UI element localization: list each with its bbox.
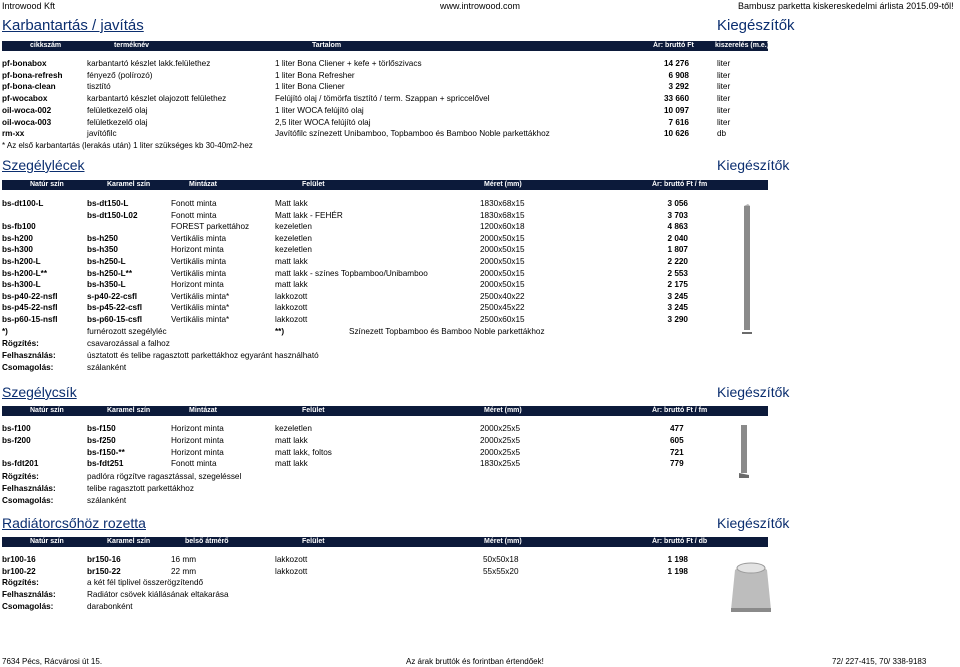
- table-row: [0, 257, 960, 268]
- info-label: Rögzítés:: [2, 472, 39, 481]
- table-cell: 2000x25x5: [480, 424, 521, 433]
- col-header: Natúr szín: [30, 407, 64, 414]
- footnote-dstar-text: Színezett Topbamboo és Bamboo Noble parkettákhoz: [349, 327, 545, 336]
- info-row: [0, 472, 960, 483]
- table-header-karbantartas: [2, 41, 768, 51]
- info-label: Felhasználás:: [2, 351, 56, 360]
- table-cell: bs-p60-15-csfl: [87, 315, 143, 324]
- info-row: [0, 351, 960, 362]
- col-header: Ár: bruttó Ft / fm: [652, 181, 708, 188]
- table-cell: bs-dt150-L: [87, 199, 129, 208]
- table-cell: liter: [717, 94, 731, 104]
- table-cell: br150-22: [87, 567, 121, 576]
- info-label: Csomagolás:: [2, 363, 54, 372]
- table-cell: 3 245: [667, 303, 688, 313]
- table-cell: tisztító: [87, 82, 111, 92]
- table-cell: 1 liter WOCA felújító olaj: [275, 105, 364, 115]
- table-cell: 16 mm: [171, 555, 197, 564]
- col-header: Mintázat: [189, 407, 217, 414]
- col-header: Felület: [302, 181, 325, 188]
- col-header: Karamel szín: [107, 538, 151, 545]
- info-label: Felhasználás:: [2, 484, 56, 493]
- table-cell: br150-16: [87, 555, 121, 564]
- table-row: [0, 234, 960, 245]
- info-value: darabonként: [87, 602, 133, 611]
- info-value: a két fél tiplivel összerögzítendő: [87, 578, 204, 587]
- pricelist-title: Bambusz parketta kiskereskedelmi árlista 2015.09-től!: [738, 1, 954, 11]
- footer-phone: 72/ 227-415, 70/ 338-9183: [832, 657, 927, 666]
- table-cell: bs-fdt251: [87, 459, 124, 469]
- table-cell: bs-h200: [2, 233, 33, 243]
- table-cell: 1 198: [667, 567, 688, 576]
- footnote-row: [0, 327, 960, 338]
- table-cell: 1 liter Bona Refresher: [275, 70, 355, 80]
- table-cell: 55x55x20: [483, 567, 519, 576]
- table-cell: lakkozott: [275, 315, 308, 324]
- kiegeszitok-label: Kiegészítők: [717, 157, 790, 173]
- table-cell: 2000x50x15: [480, 233, 525, 243]
- table-cell: bs-p40-22-nsfl: [2, 291, 58, 301]
- table-cell: Javítófilc színezett Unibamboo, Topbamboo és Bamboo Noble parkettákhoz: [275, 129, 550, 139]
- table-cell: pf-wocabox: [2, 94, 48, 104]
- info-label: Felhasználás:: [2, 590, 56, 599]
- table-cell: bs-h250: [87, 233, 118, 243]
- table-cell: 3 292: [668, 82, 689, 92]
- table-cell: 2000x50x15: [480, 257, 525, 266]
- col-header: Ár: bruttó Ft: [653, 42, 694, 49]
- col-header: Méret (mm): [484, 538, 522, 545]
- table-cell: 2,5 liter WOCA felújító olaj: [275, 117, 371, 127]
- table-cell: bs-f100: [2, 424, 31, 433]
- table-cell: pf-bonabox: [2, 59, 47, 68]
- col-header: kiszerelés (m.e.): [715, 42, 770, 49]
- info-value: telibe ragasztott parkettákhoz: [87, 484, 194, 493]
- strip-profile-foot-icon: [739, 473, 749, 478]
- table-cell: felületkezelő olaj: [87, 117, 148, 127]
- table-cell: Horizont minta: [171, 447, 224, 457]
- table-cell: felületkezelő olaj: [87, 105, 148, 115]
- table-row: [0, 222, 960, 233]
- rosette-hole-icon: [737, 563, 765, 573]
- table-cell: fényező (polírozó): [87, 70, 153, 80]
- table-cell: Matt lakk: [275, 199, 308, 208]
- info-label: Csomagolás:: [2, 496, 54, 505]
- table-cell: 3 245: [667, 291, 688, 301]
- table-cell: lakkozott: [275, 555, 308, 564]
- info-row: [0, 496, 960, 507]
- kiegeszitok-label: Kiegészítők: [717, 384, 790, 400]
- info-label: Rögzítés:: [2, 578, 39, 587]
- table-header-szegelycsik: [2, 406, 768, 416]
- table-cell: lakkozott: [275, 303, 308, 313]
- table-row: [0, 280, 960, 291]
- kiegeszitok-label: Kiegészítők: [717, 17, 795, 34]
- table-cell: pf-bona-clean: [2, 82, 56, 92]
- table-cell: Fonott minta: [171, 459, 217, 469]
- table-cell: db: [717, 129, 727, 139]
- table-cell: bs-f150: [87, 424, 116, 433]
- section-title-karbantartas: Karbantartás / javítás: [2, 17, 144, 34]
- table-row: [0, 555, 960, 566]
- info-value: padlóra rögzítve ragasztással, szegeléssel: [87, 472, 242, 481]
- table-cell: liter: [717, 82, 731, 92]
- table-cell: bs-fdt201: [2, 459, 39, 469]
- table-cell: bs-h300: [2, 245, 33, 255]
- table-row: [0, 199, 960, 210]
- table-row: [0, 129, 960, 140]
- table-cell: rm-xx: [2, 129, 25, 139]
- table-cell: bs-dt150-L02: [87, 210, 138, 220]
- table-row: [0, 118, 960, 129]
- table-cell: matt lakk: [275, 459, 308, 469]
- table-cell: 2000x50x15: [480, 268, 525, 278]
- table-cell: matt lakk - színes Topbamboo/Unibamboo: [275, 268, 428, 278]
- table-cell: pf-bona-refresh: [2, 70, 63, 80]
- table-header-rozetta: [2, 537, 768, 547]
- col-header: Karamel szín: [107, 181, 151, 188]
- table-cell: bs-h250-L: [87, 257, 126, 266]
- table-cell: Fonott minta: [171, 210, 217, 220]
- table-cell: 6 908: [668, 70, 689, 80]
- col-header: Mintázat: [189, 181, 217, 188]
- table-cell: liter: [717, 70, 731, 80]
- table-cell: kezeletlen: [275, 233, 312, 243]
- table-cell: bs-h300-L: [2, 280, 41, 290]
- table-cell: Fonott minta: [171, 199, 217, 208]
- table-cell: br100-22: [2, 567, 36, 576]
- table-row: [0, 315, 960, 326]
- table-row: [0, 269, 960, 280]
- col-header: Karamel szín: [107, 407, 151, 414]
- table-cell: kezeletlen: [275, 424, 312, 433]
- section-title-szegelylecek: Szegélylécek: [2, 157, 85, 173]
- info-value: Radiátor csövek kiállásának eltakarása: [87, 590, 229, 599]
- table-cell: 14 276: [663, 59, 689, 68]
- rosette-image: [721, 548, 781, 618]
- col-header: Méret (mm): [484, 181, 522, 188]
- col-header: Ár: bruttó Ft / db: [652, 538, 708, 545]
- table-row: [0, 303, 960, 314]
- table-cell: s-p40-22-csfl: [87, 291, 138, 301]
- table-cell: matt lakk: [275, 280, 308, 290]
- table-cell: 22 mm: [171, 567, 197, 576]
- table-cell: Felújító olaj / tömörfa tisztító / term. Szappan + spriccelővel: [275, 94, 490, 104]
- website[interactable]: www.introwood.com: [440, 1, 521, 11]
- table-row: [0, 292, 960, 303]
- info-row: [0, 602, 960, 613]
- table-row: [0, 436, 960, 447]
- table-cell: bs-f200: [2, 435, 31, 445]
- table-cell: bs-f150-**: [87, 447, 125, 457]
- col-header: belső átmérő: [185, 538, 229, 545]
- strip-profile-image: [735, 423, 765, 483]
- table-cell: 2 040: [667, 233, 688, 243]
- table-cell: liter: [717, 59, 731, 68]
- table-cell: liter: [717, 105, 731, 115]
- table-cell: kezeletlen: [275, 222, 312, 232]
- table-row: [0, 424, 960, 435]
- col-header: Tartalom: [312, 42, 342, 49]
- table-cell: 1830x68x15: [480, 199, 525, 208]
- table-cell: Horizont minta: [171, 435, 224, 445]
- rosette-base-icon: [731, 608, 771, 612]
- col-header: Natúr szín: [30, 181, 64, 188]
- table-cell: 2000x50x15: [480, 280, 525, 290]
- info-value: szálanként: [87, 496, 127, 505]
- table-cell: bs-h250-L**: [87, 268, 133, 278]
- footer-address: 7634 Pécs, Rácvárosi út 15.: [2, 657, 103, 666]
- table-cell: 477: [670, 424, 684, 433]
- table-cell: Vertikális minta*: [171, 291, 230, 301]
- table-cell: 2500x40x22: [480, 291, 525, 301]
- table-cell: oil-woca-002: [2, 105, 52, 115]
- table-cell: 10 626: [663, 129, 689, 139]
- table-cell: 605: [670, 435, 684, 445]
- table-cell: Vertikális minta: [171, 233, 227, 243]
- col-header: Natúr szín: [30, 538, 64, 545]
- table-cell: bs-h350-L: [87, 280, 126, 290]
- table-cell: Matt lakk - FEHÉR: [275, 210, 343, 220]
- table-cell: Vertikális minta: [171, 257, 227, 266]
- table-row: [0, 245, 960, 256]
- table-cell: Horizont minta: [171, 245, 224, 255]
- table-cell: 2000x50x15: [480, 245, 525, 255]
- table-cell: lakkozott: [275, 291, 308, 301]
- info-value: csavarozással a falhoz: [87, 339, 170, 348]
- info-row: [0, 339, 960, 350]
- table-cell: FOREST parkettához: [171, 222, 250, 232]
- table-cell: 7 616: [668, 117, 689, 127]
- info-label: Csomagolás:: [2, 602, 54, 611]
- table-cell: 2 175: [667, 280, 688, 290]
- table-cell: bs-fb100: [2, 222, 36, 232]
- footer-price-note: Az árak bruttók és forintban értendőek!: [406, 657, 544, 666]
- table-row: [0, 459, 960, 470]
- strip-profile-icon: [741, 425, 747, 473]
- table-cell: Vertikális minta*: [171, 303, 230, 313]
- table-cell: 33 660: [663, 94, 689, 104]
- info-row: [0, 484, 960, 495]
- table-cell: javítófilc: [87, 129, 117, 139]
- col-header: cikkszám: [30, 42, 62, 49]
- table-cell: 779: [670, 459, 684, 469]
- table-cell: matt lakk: [275, 435, 308, 445]
- table-cell: 1 liter Bona Cliener: [275, 82, 345, 92]
- table-cell: 4 863: [667, 222, 688, 232]
- table-cell: 2000x25x5: [480, 435, 521, 445]
- table-row: [0, 82, 960, 93]
- table-cell: 1830x68x15: [480, 210, 525, 220]
- table-cell: bs-f250: [87, 435, 116, 445]
- table-cell: bs-h200-L**: [2, 268, 48, 278]
- info-row: [0, 363, 960, 374]
- baseboard-profile-top-icon: [744, 204, 750, 206]
- company-name: Introwood Kft: [2, 1, 56, 11]
- table-row: [0, 106, 960, 117]
- footnote-star: *): [2, 327, 8, 336]
- table-cell: Horizont minta: [171, 280, 224, 290]
- table-cell: bs-h200-L: [2, 257, 41, 266]
- table-cell: 2000x25x5: [480, 447, 521, 457]
- table-cell: lakkozott: [275, 567, 308, 576]
- table-cell: karbantartó készlet olajozott felülethez: [87, 94, 227, 104]
- table-header-szegelylecek: [2, 180, 768, 190]
- table-cell: 1 198: [667, 555, 688, 564]
- table-cell: 2500x45x22: [480, 303, 525, 313]
- table-cell: bs-h350: [87, 245, 118, 255]
- table-cell: bs-p45-22-nsfl: [2, 303, 58, 313]
- table-cell: 3 290: [667, 315, 688, 324]
- table-cell: 1 807: [667, 245, 688, 255]
- table-cell: Horizont minta: [171, 424, 224, 433]
- table-cell: 3 056: [667, 199, 688, 208]
- table-row: [0, 94, 960, 105]
- table-cell: 10 097: [663, 105, 689, 115]
- col-header: Felület: [302, 407, 325, 414]
- baseboard-profile-image: [730, 200, 810, 340]
- table-cell: kezeletlen: [275, 245, 312, 255]
- table-row: [0, 71, 960, 82]
- table-cell: liter: [717, 117, 731, 127]
- section-title-szegelycsik: Szegélycsík: [2, 384, 77, 400]
- col-header: Ár: bruttó Ft / fm: [652, 407, 708, 414]
- table-cell: br100-16: [2, 555, 36, 564]
- baseboard-profile-1-icon: [744, 206, 750, 330]
- table-cell: 2 220: [667, 257, 688, 266]
- table-cell: 721: [670, 447, 684, 457]
- table-cell: 1830x25x5: [480, 459, 521, 469]
- table-cell: karbantartó készlet lakk.felülethez: [87, 59, 211, 68]
- table-cell: Vertikális minta*: [171, 315, 230, 324]
- table-row: [0, 59, 960, 70]
- info-row: [0, 578, 960, 589]
- footnote-dstar: **): [275, 327, 285, 336]
- info-value: szálanként: [87, 363, 127, 372]
- table-cell: 2 553: [667, 268, 688, 278]
- table-cell: bs-p45-22-csfl: [87, 303, 143, 313]
- col-header: terméknév: [114, 42, 150, 49]
- table-cell: 2500x60x15: [480, 315, 525, 324]
- table-cell: 50x50x18: [483, 555, 519, 564]
- table-cell: matt lakk, foltos: [275, 447, 332, 457]
- info-label: Rögzítés:: [2, 339, 39, 348]
- col-header: Méret (mm): [484, 407, 522, 414]
- table-row: [0, 211, 960, 222]
- table-cell: 3 703: [667, 210, 688, 220]
- table-row: [0, 567, 960, 578]
- table-cell: 1 liter Bona Cliener + kefe + törlőszivacs: [275, 59, 422, 68]
- kiegeszitok-label: Kiegészítők: [717, 515, 790, 531]
- table-cell: bs-dt100-L: [2, 199, 44, 208]
- table-cell: oil-woca-003: [2, 117, 52, 127]
- baseboard-profile-foot-icon: [742, 332, 752, 334]
- table-cell: Vertikális minta: [171, 268, 227, 278]
- maintenance-note: * Az első karbantartás (lerakás után) 1 liter szükséges kb 30-40m2-hez: [2, 141, 253, 150]
- table-cell: matt lakk: [275, 257, 308, 266]
- col-header: Felület: [302, 538, 325, 545]
- section-title-rozetta: Radiátorcsőhöz rozetta: [2, 515, 146, 531]
- footnote-star-text: furnérozott szegélyléc: [87, 327, 167, 336]
- table-row: [0, 448, 960, 459]
- info-row: [0, 590, 960, 601]
- table-cell: bs-p60-15-nsfl: [2, 315, 58, 324]
- info-value: úsztatott és telibe ragasztott parkettákhoz egyaránt használható: [87, 351, 319, 360]
- table-cell: 1200x60x18: [480, 222, 525, 232]
